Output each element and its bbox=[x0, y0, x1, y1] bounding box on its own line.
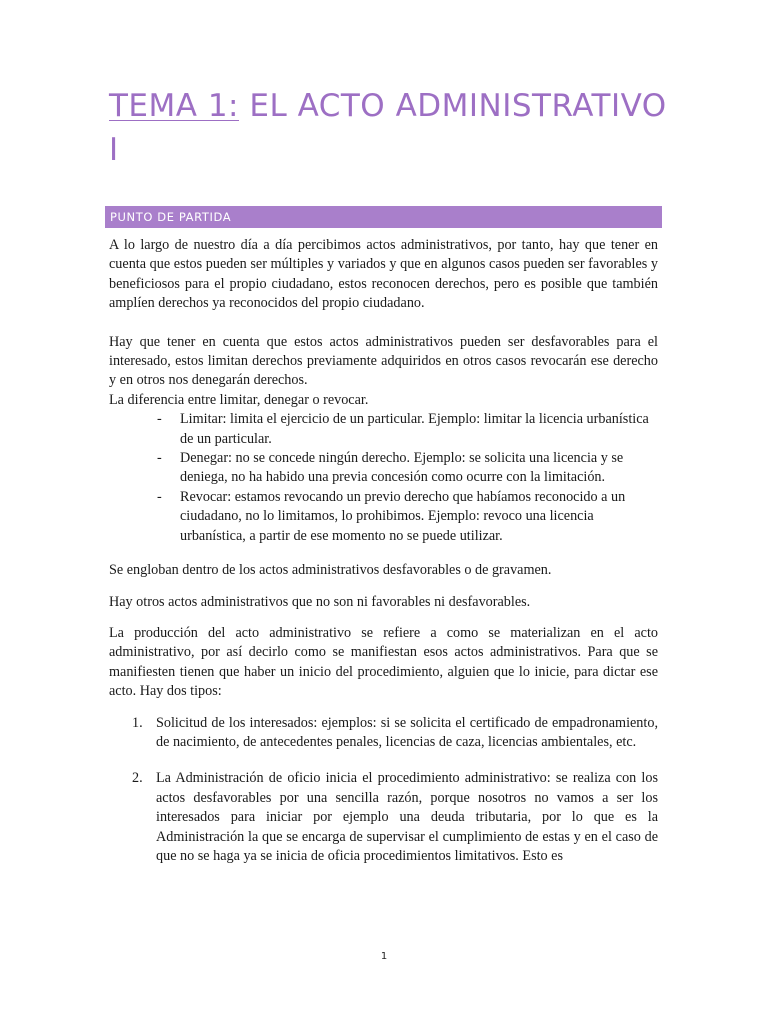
list-item bbox=[109, 488, 650, 546]
list-marker: 2. bbox=[132, 770, 143, 787]
paragraph-gravamen: Se engloban dentro de los actos administrativos desfavorables o de gravamen. bbox=[109, 562, 552, 579]
list-marker: - bbox=[157, 488, 162, 505]
list-item bbox=[109, 769, 658, 866]
list-marker: - bbox=[157, 411, 162, 428]
document-title bbox=[109, 84, 669, 172]
paragraph-diferencia: La diferencia entre limitar, denegar o revocar. bbox=[109, 391, 369, 408]
title-prefix: TEMA 1: bbox=[109, 88, 239, 124]
paragraph-intro: A lo largo de nuestro día a día percibimos actos administrativos, por tanto, hay que tener en cuenta que estos pueden ser múltiples y variados y que en algunos casos pueden ser favorables y beneficiosos para el propio ciudadano, estos reconocen derechos, pero es posible que también amplíen derechos ya reconocidos del propio ciudadano. bbox=[109, 237, 658, 312]
list-item-text: La Administración de oficio inicia el procedimiento administrativo: se realiza con los actos desfavorables por una sencilla razón, porque nosotros no vamos a ser los interesados para iniciar por ejemplo una deuda tributaria, por lo que es la Administración la que se encarga de supervisar el cumplimiento de estas y en el caso de que no se haga ya se inicia de oficia procedimientos limitativos. Esto es bbox=[156, 770, 658, 864]
list-item-text: Solicitud de los interesados: ejemplos: si se solicita el certificado de empadronamiento, de nacimiento, de antecedentes penales, licencias de caza, licencias ambientales, etc. bbox=[156, 714, 658, 750]
list-item-text: Denegar: no se concede ningún derecho. Ejemplo: se solicita una licencia y se deniega, no ha habido una previa concesión como ocurre con la limitación. bbox=[180, 450, 624, 486]
list-item bbox=[109, 449, 650, 488]
paragraph-neutros: Hay otros actos administrativos que no son ni favorables ni desfavorables. bbox=[109, 593, 531, 610]
list-item-text: Limitar: limita el ejercicio de un particular. Ejemplo: limitar la licencia urbanística de un particular. bbox=[180, 411, 649, 447]
list-item-text: Revocar: estamos revocando un previo derecho que habíamos reconocido a un ciudadano, no lo limitamos, lo prohibimos. Ejemplo: revoco una licencia urbanística, a partir de ese momento no se puede utilizar. bbox=[180, 488, 626, 544]
paragraph-desfavorables: Hay que tener en cuenta que estos actos administrativos pueden ser desfavorables para el interesado, estos limitan derechos previamente adquiridos en otros casos revocarán ese derecho y en otros nos denegarán derechos. bbox=[109, 333, 658, 389]
list-marker: 1. bbox=[132, 714, 143, 731]
list-marker: - bbox=[157, 450, 162, 467]
dash-list bbox=[109, 410, 658, 546]
title-text: EL ACTO ADMINISTRATIVO I bbox=[109, 88, 667, 168]
page-number: 1 bbox=[380, 951, 388, 962]
list-item bbox=[109, 410, 650, 449]
numbered-list bbox=[109, 714, 658, 867]
paragraph-produccion: La producción del acto administrativo se refiere a como se materializan en el acto administrativo, por así decirlo como se manifiestan esos actos administrativos. Para que se manifiesten tienen que haber un inicio del procedimiento, alguien que lo inicie, para dictar ese acto. Hay dos tipos: bbox=[109, 624, 658, 700]
document-body bbox=[109, 236, 658, 866]
section-heading-bar: PUNTO DE PARTIDA bbox=[105, 206, 662, 228]
list-item bbox=[109, 714, 658, 753]
